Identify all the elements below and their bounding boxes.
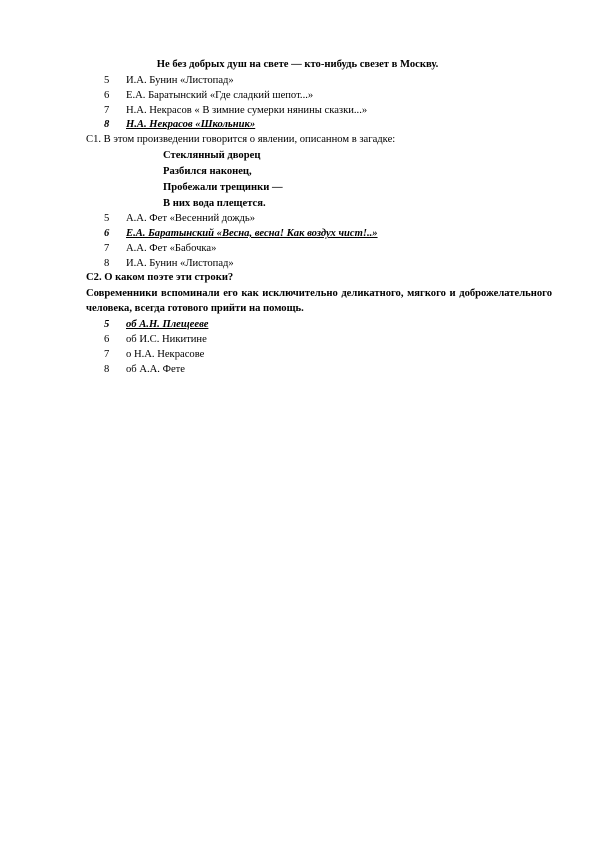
option-number: 7 <box>104 243 110 254</box>
option-text: Е.А. Баратынский «Где сладкий шепот...» <box>126 90 314 101</box>
q1-option-6 <box>104 89 313 103</box>
option-text: об И.С. Никитине <box>126 334 207 345</box>
option-text: И.А. Бунин «Листопад» <box>126 258 234 269</box>
option-number: 7 <box>104 105 110 116</box>
c2-paragraph: Современники вспоминали его как исключительно деликатного, мягкого и доброжелательного человека, всегда готового прийти на помощь. <box>86 288 552 314</box>
q1-option-8-correct <box>104 118 255 132</box>
c1-option-5 <box>104 212 255 226</box>
option-text: А.А. Фет «Бабочка» <box>126 243 217 254</box>
option-text: А.А. Фет «Весенний дождь» <box>126 213 256 224</box>
option-text: И.А. Бунин «Листопад» <box>126 75 234 86</box>
c2-option-6 <box>104 333 207 347</box>
option-number: 6 <box>104 90 110 101</box>
c1-option-7 <box>104 242 216 256</box>
riddle-line: Пробежали трещинки — <box>163 182 283 193</box>
c1-question: С1. В этом произведении говорится о явлении, описанном в загадке: <box>86 134 396 145</box>
option-number: 5 <box>104 75 110 86</box>
c2-option-8 <box>104 363 185 377</box>
option-text: об А.А. Фете <box>126 364 185 375</box>
option-number: 6 <box>104 334 110 345</box>
riddle-line: Стеклянный дворец <box>163 150 261 161</box>
riddle-line: В них вода плещется. <box>163 198 266 209</box>
option-number: 8 <box>104 364 110 375</box>
c2-option-7 <box>104 348 204 362</box>
c2-option-5-correct <box>104 318 208 332</box>
option-number: 5 <box>104 213 110 224</box>
option-text: Н.А. Некрасов « В зимние сумерки нянины сказки...» <box>126 105 368 116</box>
option-text: Н.А. Некрасов «Школьник» <box>126 119 256 130</box>
riddle-line: Разбился наконец, <box>163 166 252 177</box>
q1-option-7 <box>104 104 367 118</box>
option-number: 8 <box>104 258 110 269</box>
c2-question: С2. О каком поэте эти строки? <box>86 272 234 283</box>
option-text: о Н.А. Некрасове <box>126 349 205 360</box>
c1-option-8 <box>104 257 234 271</box>
option-text: Е.А. Баратынский «Весна, весна! Как воздух чист!..» <box>126 228 378 239</box>
option-text: об А.Н. Плещееве <box>126 319 209 330</box>
intro-line: Не без добрых душ на свете — кто-нибудь свезет в Москву. <box>156 59 439 70</box>
option-number: 6 <box>104 228 110 239</box>
c1-option-6-correct <box>104 227 378 241</box>
option-number: 5 <box>104 319 110 330</box>
q1-option-5 <box>104 74 234 88</box>
option-number: 7 <box>104 349 110 360</box>
option-number: 8 <box>104 119 110 130</box>
